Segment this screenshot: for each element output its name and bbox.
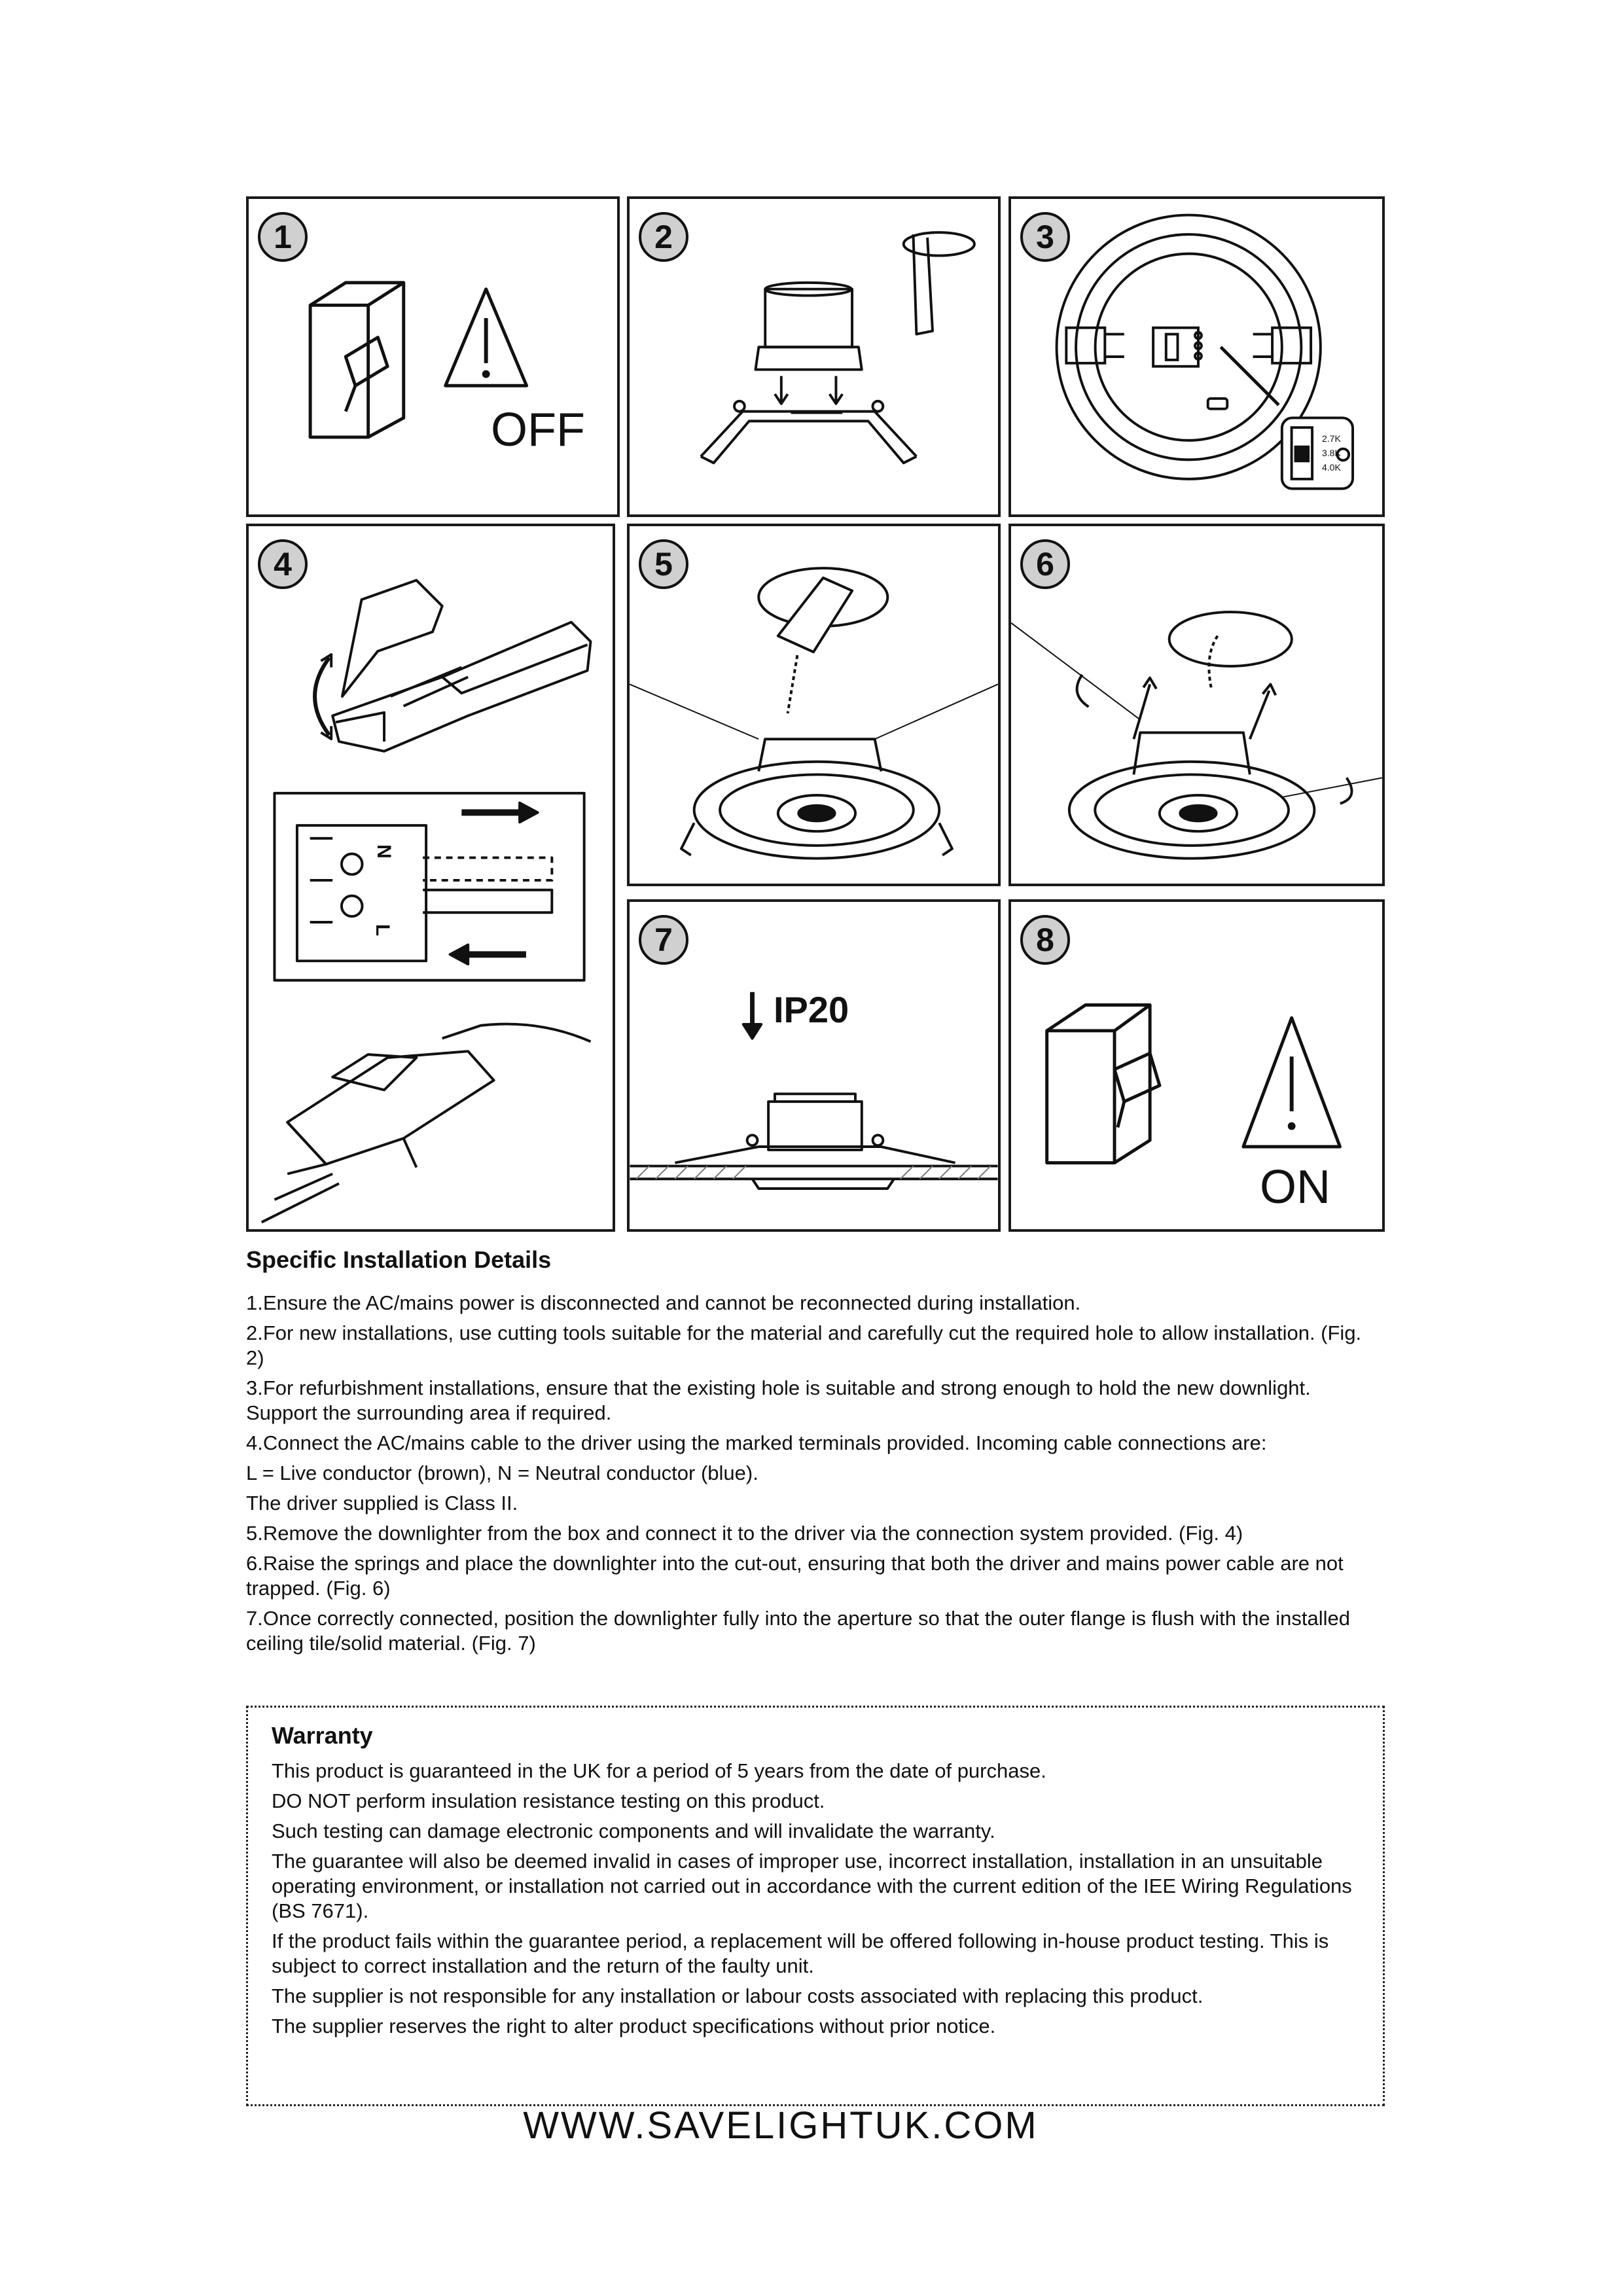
downlight-springs-raised-illustration	[1011, 526, 1382, 884]
live-terminal-letter: L	[372, 924, 394, 937]
step-number-badge: 5	[639, 539, 688, 589]
cct-option: 2.7K	[1322, 433, 1341, 444]
installation-step: 4.Connect the AC/mains cable to the driver using the marked terminals provided. Incoming cable connections are:	[246, 1431, 1267, 1454]
step-number-badge: 3	[1020, 212, 1070, 262]
step-number-badge: 6	[1020, 539, 1070, 589]
warranty-line: DO NOT perform insulation resistance testing on this product.	[272, 1789, 825, 1812]
installation-step: 3.For refurbishment installations, ensure that the existing hole is suitable and strong enough to hold the new downlight. Support the surrounding area if required.	[246, 1376, 1311, 1424]
warranty-box	[246, 1706, 1385, 2106]
step-number-badge: 4	[258, 539, 308, 589]
figure-4-connect-driver	[246, 524, 615, 1232]
installation-step: 1.Ensure the AC/mains power is disconnected and cannot be reconnected during installation.	[246, 1291, 1081, 1314]
warranty-line: Such testing can damage electronic components and will invalidate the warranty.	[272, 1820, 995, 1842]
warranty-line: The supplier reserves the right to alter product specifications without prior notice.	[272, 2015, 996, 2037]
connector-wiring-illustration	[249, 526, 613, 1229]
installation-step: 7.Once correctly connected, position the downlighter fully into the aperture so that the outer flange is flush with the installed ceiling tile/solid material. (Fig. 7)	[246, 1607, 1351, 1655]
on-label: ON	[1260, 1161, 1330, 1213]
warranty-line: If the product fails within the guarantee period, a replacement will be offered following in-house product testing. This is subject to correct installation and the return of the faulty unit.	[272, 1929, 1329, 1977]
installation-step: L = Live conductor (brown), N = Neutral conductor (blue).	[246, 1462, 758, 1484]
figure-3-cct-switch	[1008, 196, 1385, 517]
figure-1-power-off	[246, 196, 620, 517]
figure-5-place-driver	[627, 524, 1001, 886]
cct-option: 3.8K	[1322, 448, 1341, 458]
step-number-badge: 7	[639, 915, 688, 965]
warning-triangle-icon	[446, 289, 527, 386]
website-url: WWW.SAVELIGHTUK.COM	[523, 2104, 1039, 2147]
figure-6-insert-downlight	[1008, 524, 1385, 886]
cct-option: 4.0K	[1322, 462, 1341, 473]
installation-step: 6.Raise the springs and place the downlighter into the cut-out, ensuring that both the driver and mains power cable are not trapped. (Fig. 6)	[246, 1552, 1344, 1600]
step-number-badge: 2	[639, 212, 688, 262]
figure-2-cut-hole	[627, 196, 1001, 517]
neutral-terminal-letter: N	[372, 844, 395, 859]
warning-triangle-icon	[1243, 1018, 1340, 1147]
warranty-line: The guarantee will also be deemed invalid in cases of improper use, incorrect installation, installation in an unsuitable operating environment, or installation not carried out in accordance with the current edition of the IEE Wiring Regulations (BS 7671).	[272, 1850, 1352, 1922]
installation-step: The driver supplied is Class II.	[246, 1492, 518, 1515]
installation-heading: Specific Installation Details	[246, 1246, 552, 1273]
cct-option-list	[1322, 431, 1341, 475]
step-number-badge: 1	[258, 212, 308, 262]
warranty-title: Warranty	[272, 1722, 373, 1749]
figure-7-flush-fit	[627, 899, 1001, 1232]
warranty-line: The supplier is not responsible for any installation or labour costs associated with replacing this product.	[272, 1984, 1204, 2007]
installation-step: 2.For new installations, use cutting tools suitable for the material and carefully cut the required hole to allow installation. (Fig. 2)	[246, 1321, 1362, 1369]
ip-rating-label: IP20	[774, 989, 849, 1030]
downlight-with-driver-illustration	[630, 526, 998, 884]
warranty-line: This product is guaranteed in the UK for a period of 5 years from the date of purchase.	[272, 1759, 1046, 1782]
figure-8-power-on	[1008, 899, 1385, 1232]
wiring-detail-box	[274, 793, 584, 980]
off-label: OFF	[491, 404, 585, 456]
installation-step: 5.Remove the downlighter from the box and connect it to the driver via the connection system provided. (Fig. 4)	[246, 1522, 1243, 1545]
installation-steps	[246, 1291, 1385, 1661]
step-number-badge: 8	[1020, 915, 1070, 965]
